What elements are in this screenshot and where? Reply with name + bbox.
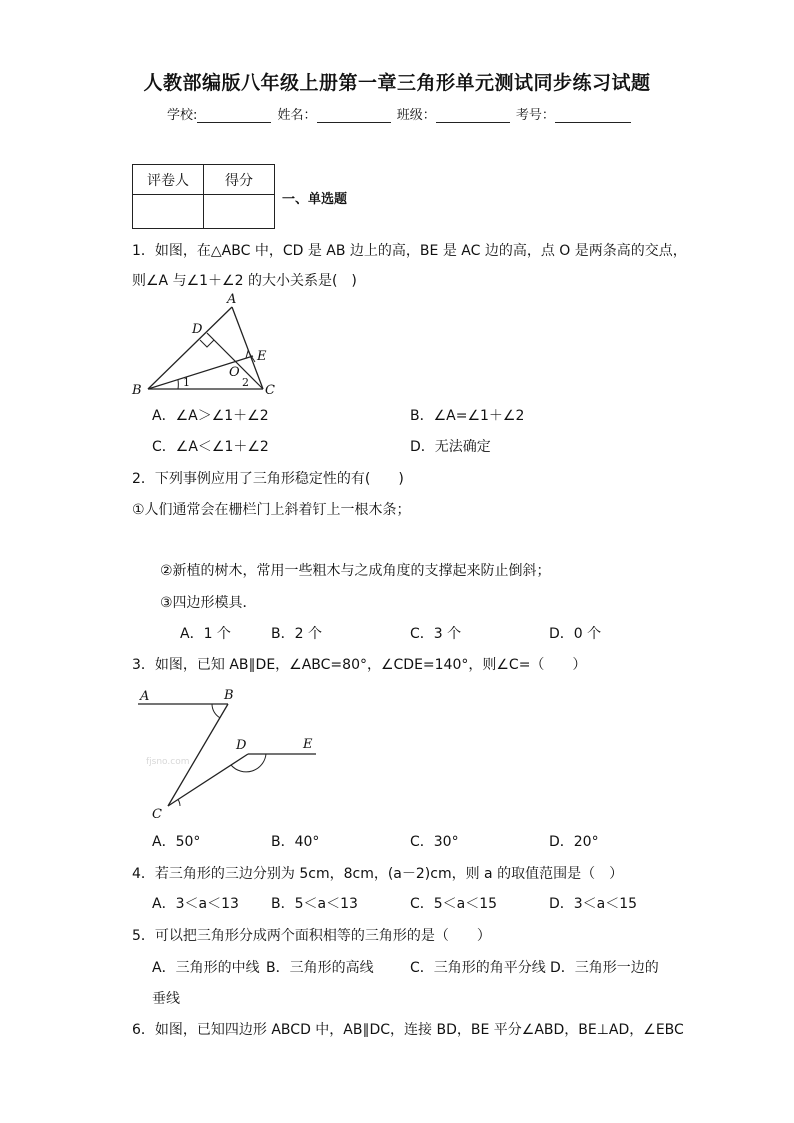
- q1-option-c[interactable]: C．∠A＜∠1＋∠2: [152, 439, 269, 455]
- q1-label-O: O: [229, 365, 240, 380]
- q2-item-3: ③四边形模具．: [160, 595, 257, 611]
- q2-option-d[interactable]: D．0 个: [549, 626, 602, 642]
- q3-option-d[interactable]: D．20°: [549, 834, 599, 850]
- q5-option-a[interactable]: A．三角形的中线: [152, 960, 260, 976]
- exam-title: 人教部编版八年级上册第一章三角形单元测试同步练习试题: [143, 72, 651, 94]
- q1-line1: 1．如图，在△ABC 中，CD 是 AB 边上的高，BE 是 AC 边的高，点 O 是两条高的交点，: [132, 243, 687, 259]
- q4-option-b[interactable]: B．5＜a＜13: [271, 896, 358, 912]
- q3-option-a[interactable]: A．50°: [152, 834, 201, 850]
- q1-label-C: C: [265, 383, 275, 398]
- q1-option-b[interactable]: B．∠A=∠1＋∠2: [410, 408, 525, 424]
- q3-label-D: D: [236, 738, 247, 753]
- q4-stem: 4．若三角形的三边分别为 5cm，8cm，(a－2)cm，则 a 的取值范围是（ ）: [132, 866, 624, 882]
- q2-option-c[interactable]: C．3 个: [410, 626, 462, 642]
- q6-stem: 6．如图，已知四边形 ABCD 中，AB∥DC，连接 BD，BE 平分∠ABD，BE⊥AD，∠EBC: [132, 1022, 684, 1038]
- name-label: 姓名：: [277, 108, 317, 123]
- q1-label-A: A: [227, 292, 237, 307]
- number-label: 考号：: [515, 108, 555, 123]
- q4-option-c[interactable]: C．5＜a＜15: [410, 896, 498, 912]
- q4-option-a[interactable]: A．3＜a＜13: [152, 896, 239, 912]
- q3-option-c[interactable]: C．30°: [410, 834, 459, 850]
- q5-option-c[interactable]: C．三角形的角平分线: [410, 960, 546, 976]
- q3-watermark: fjsno.com: [146, 757, 190, 767]
- q2-item-1: ①人们通常会在栅栏门上斜着钉上一根木条；: [132, 502, 411, 518]
- q3-option-b[interactable]: B．40°: [271, 834, 320, 850]
- grader-header: 评卷人: [133, 165, 204, 195]
- q2-option-a[interactable]: A．1 个: [180, 626, 231, 642]
- q5-option-d-continuation: 垂线: [152, 991, 180, 1007]
- q2-item-2: ②新植的树木，常用一些粗木与之成角度的支撑起来防止倒斜；: [160, 563, 551, 579]
- q1-option-d[interactable]: D．无法确定: [410, 439, 491, 455]
- q1-label-D: D: [192, 322, 203, 337]
- class-label: 班级：: [396, 108, 436, 123]
- q5-option-b[interactable]: B．三角形的高线: [266, 960, 374, 976]
- q2-stem: 2．下列事例应用了三角形稳定性的有( ): [132, 471, 404, 487]
- q4-option-d[interactable]: D．3＜a＜15: [549, 896, 638, 912]
- q3-label-C: C: [152, 807, 162, 822]
- q1-line2: 则∠A 与∠1＋∠2 的大小关系是( ): [132, 273, 357, 289]
- q1-angle-1: 1: [183, 376, 190, 389]
- q5-stem: 5．可以把三角形分成两个面积相等的三角形的是（ ）: [132, 928, 491, 944]
- q3-label-E: E: [303, 737, 313, 752]
- score-header: 得分: [204, 165, 275, 195]
- q3-label-A: A: [140, 689, 150, 704]
- q1-label-E: E: [257, 349, 267, 364]
- q2-option-b[interactable]: B．2 个: [271, 626, 322, 642]
- q3-stem: 3．如图，已知 AB∥DE，∠ABC=80°，∠CDE=140°，则∠C=（ ）: [132, 657, 587, 673]
- q5-option-d[interactable]: D．三角形一边的: [550, 960, 659, 976]
- q1-angle-2: 2: [242, 376, 249, 389]
- q1-label-B: B: [132, 383, 142, 398]
- q1-option-a[interactable]: A．∠A＞∠1＋∠2: [152, 408, 269, 424]
- school-label: 学校:: [167, 108, 198, 123]
- q3-label-B: B: [224, 688, 234, 703]
- section-heading: 一、单选题: [282, 192, 348, 207]
